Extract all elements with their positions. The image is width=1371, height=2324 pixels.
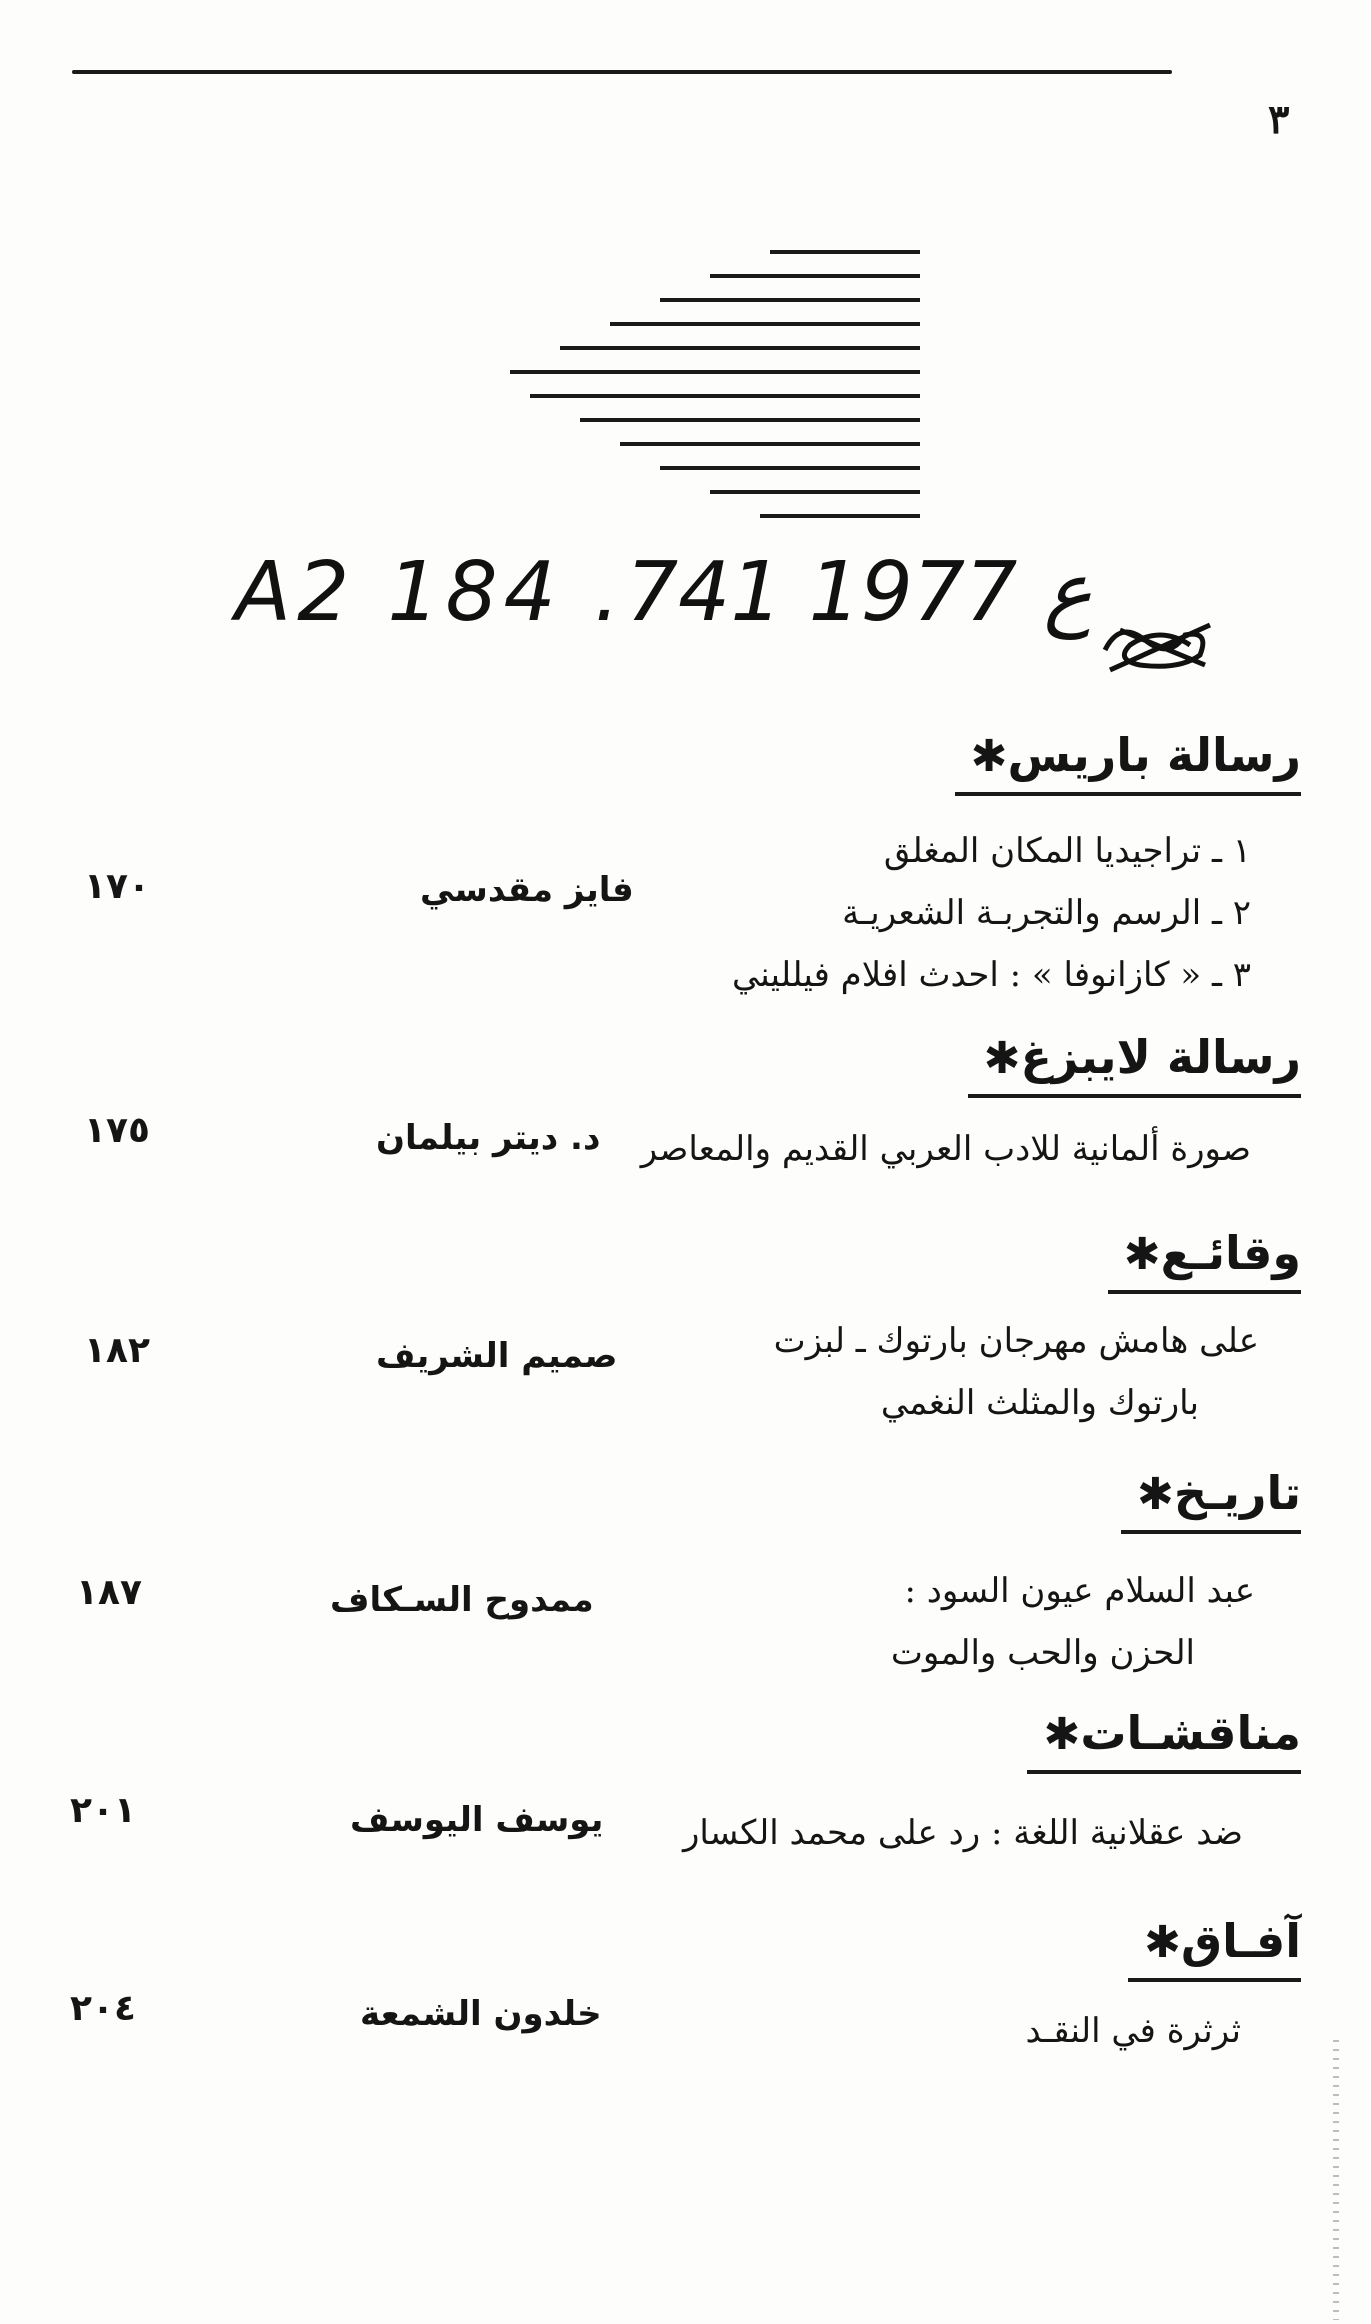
section-heading-discussions: مناقشـات✱ <box>1027 1706 1301 1774</box>
title-line: بارتوك والمثلث النغمي <box>880 1383 1199 1423</box>
page-ref: ١٨٧ <box>76 1572 142 1613</box>
author-name: د. ديتر بيلمان <box>376 1118 601 1158</box>
striped-emblem <box>480 250 920 540</box>
page-ref: ١٧٠ <box>84 866 150 907</box>
section-heading-history: تاريـخ✱ <box>1121 1466 1301 1534</box>
title-line: على هامش مهرجان بارتوك ـ لبزت <box>773 1321 1259 1361</box>
title-line: ٢ ـ الرسم والتجربـة الشعريـة <box>842 893 1251 933</box>
page-ref: ١٧٥ <box>84 1110 150 1151</box>
author-name: يوسف اليوسف <box>350 1800 604 1840</box>
page-number: ٣ <box>1268 96 1290 143</box>
top-rule <box>72 70 1172 74</box>
page-ref: ١٨٢ <box>84 1330 150 1371</box>
author-name: صميم الشريف <box>376 1336 618 1376</box>
handwritten-note <box>235 525 1235 705</box>
section-heading-paris: رسالة باريس✱ <box>955 728 1301 796</box>
title-line: ١ ـ تراجيديا المكان المغلق <box>883 831 1251 871</box>
section-titles-events <box>774 1310 1259 1434</box>
section-heading-events: وقائـع✱ <box>1108 1226 1301 1294</box>
author-name: فايز مقدسي <box>420 870 634 910</box>
author-name: ممدوح السـكاف <box>330 1580 594 1620</box>
title-line: ضد عقلانية اللغة : رد على محمد الكسار <box>682 1813 1243 1853</box>
section-titles-paris <box>732 820 1251 1006</box>
section-heading-leipzig: رسالة لايبزغ✱ <box>968 1030 1301 1098</box>
title-line: ٣ ـ « كازانوفا » : احدث افلام فيلليني <box>731 955 1251 995</box>
title-line: عبد السلام عيون السود : <box>904 1571 1255 1611</box>
section-titles-horizons <box>1025 2000 1241 2062</box>
title-line: صورة ألمانية للادب العربي القديم والمعاصر <box>640 1129 1251 1169</box>
section-heading-horizons: آفـاق✱ <box>1128 1914 1301 1982</box>
author-name: خلدون الشمعة <box>360 1994 602 2034</box>
title-line: ثرثرة في النقـد <box>1025 2011 1241 2051</box>
section-titles-leipzig <box>641 1118 1251 1180</box>
scribble-mark <box>1100 610 1220 680</box>
title-line: الحزن والحب والموت <box>890 1633 1195 1673</box>
page-ref: ٢٠١ <box>70 1790 136 1831</box>
page-ref: ٢٠٤ <box>70 1988 136 2029</box>
section-titles-discussions <box>683 1802 1243 1864</box>
section-titles-history <box>891 1560 1255 1684</box>
handwritten-text: A2 184 .ع 1977 741 <box>235 545 1093 640</box>
scan-edge-dots <box>1333 2040 1339 2320</box>
